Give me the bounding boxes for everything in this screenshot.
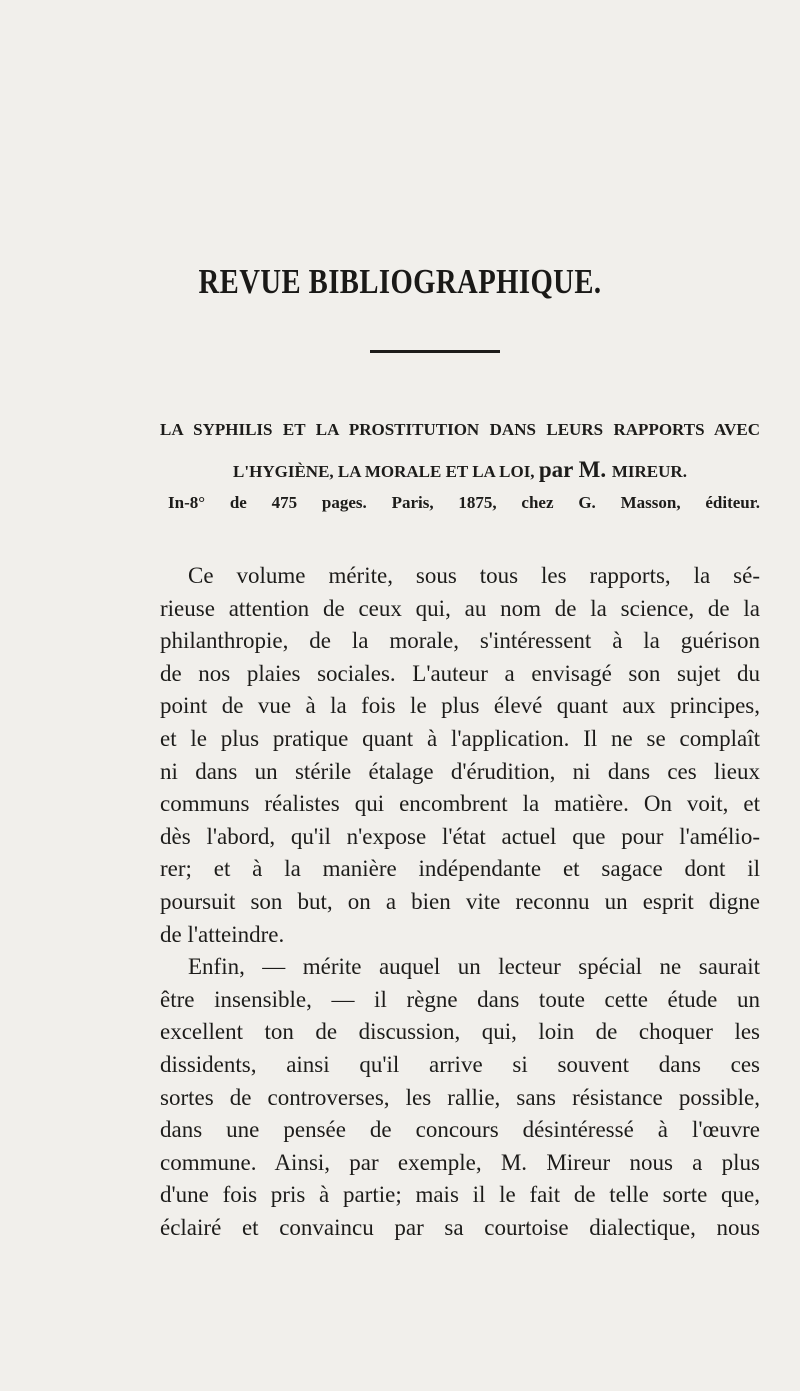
text-line: dès l'abord, qu'il n'expose l'état actuel que pour l'amélio-	[160, 823, 760, 849]
book-title-line-1: LA SYPHILIS ET LA PROSTITUTION DANS LEURS RAPPORTS AVEC	[160, 420, 760, 439]
text-line: ni dans un stérile étalage d'érudition, ni dans ces lieux	[160, 758, 760, 784]
text-line: commune. Ainsi, par exemple, M. Mireur nous a plus	[160, 1149, 760, 1175]
text-line: dissidents, ainsi qu'il arrive si souvent dans ces	[160, 1051, 760, 1077]
text-line: sortes de controverses, les rallie, sans résistance possible,	[160, 1084, 760, 1110]
text-line: de nos plaies sociales. L'auteur a envisagé son sujet du	[160, 660, 760, 686]
text-line: et le plus pratique quant à l'application. Il ne se complaît	[160, 725, 760, 751]
text-line: de l'atteindre.	[160, 921, 285, 947]
book-author-name: MIREUR	[611, 462, 683, 481]
book-title	[160, 410, 760, 492]
text-line: Ce volume mérite, sous tous les rapports, la sé-	[188, 563, 760, 588]
text-line: dans une pensée de concours désintéressé à l'œuvre	[160, 1117, 760, 1143]
text-line: poursuit son but, on a bien vite reconnu un esprit digne	[160, 888, 760, 914]
book-author-prefix: par M.	[538, 457, 612, 482]
text-line: éclairé et convaincu par sa courtoise dialectique, nous	[160, 1214, 760, 1240]
heading-rule	[370, 350, 500, 353]
text-line: Enfin, — mérite auquel un lecteur spécial ne saurait	[188, 954, 760, 980]
section-heading: REVUE BIBLIOGRAPHIQUE.	[198, 262, 602, 301]
publication-info: In-8° de 475 pages. Paris, 1875, chez G. Masson, éditeur.	[168, 493, 760, 512]
text-line: d'une fois pris à partie; mais il le fait de telle sorte que,	[160, 1182, 760, 1208]
text-line: rieuse attention de ceux qui, au nom de la science, de la	[160, 595, 760, 621]
paragraph-2	[160, 951, 760, 1244]
book-title-line-2	[160, 450, 760, 492]
review-body	[160, 560, 760, 1244]
text-line: être insensible, — il règne dans toute cette étude un	[160, 986, 760, 1012]
text-line: philanthropie, de la morale, s'intéressent à la guérison	[160, 628, 760, 654]
book-title-line-2-end: .	[682, 462, 687, 481]
text-line: excellent ton de discussion, qui, loin de choquer les	[160, 1019, 760, 1045]
book-title-line-2-text: L'HYGIÈNE, LA MORALE ET LA LOI,	[233, 462, 539, 481]
text-line: communs réalistes qui encombrent la matière. On voit, et	[160, 791, 760, 817]
text-line: rer; et à la manière indépendante et sagace dont il	[160, 856, 760, 882]
text-line: point de vue à la fois le plus élevé quant aux principes,	[160, 693, 760, 719]
paragraph-1	[160, 560, 760, 951]
